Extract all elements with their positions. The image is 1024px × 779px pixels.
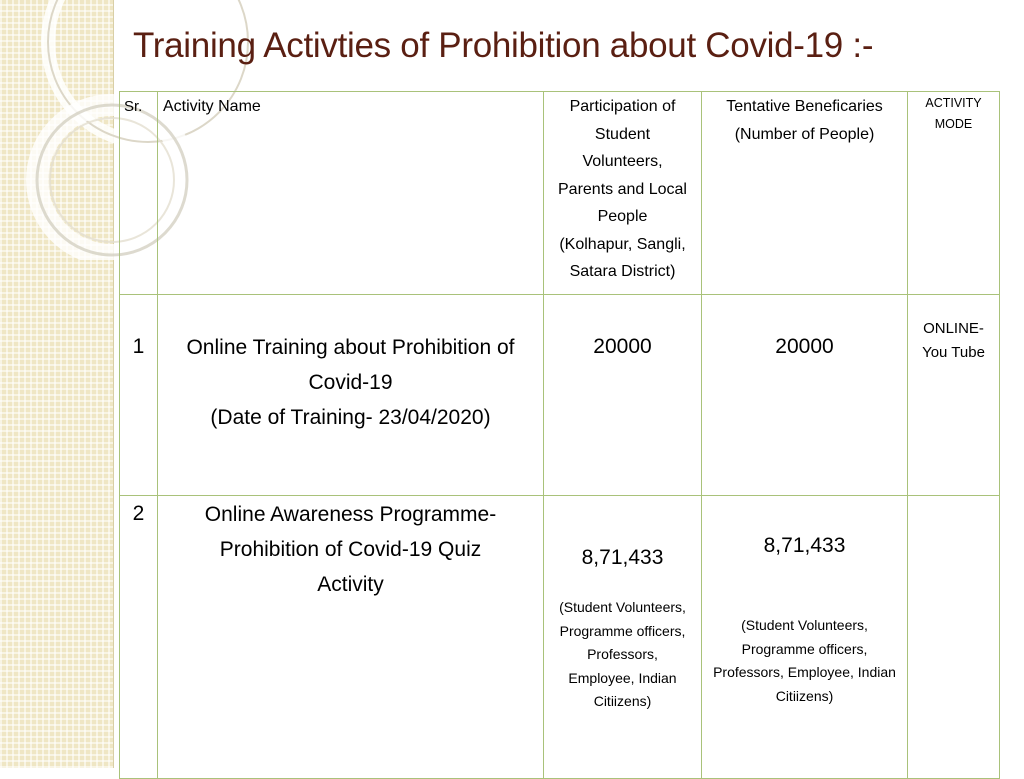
header-participation-line: People	[597, 208, 648, 225]
activity-line: Covid-19	[308, 371, 393, 394]
row-sr: 1	[120, 295, 158, 496]
row-activity-mode	[908, 295, 1000, 496]
row-participation: 20000	[544, 295, 702, 496]
header-participation-line: Satara District)	[569, 263, 676, 280]
header-participation-line: Volunteers,	[582, 153, 663, 170]
header-participation-line: Student	[594, 125, 651, 143]
beneficiaries-note-line: Professors, Employee, Indian	[713, 664, 896, 680]
beneficiaries-note-line: Programme officers,	[741, 640, 868, 657]
row-activity-mode	[908, 496, 1000, 779]
activities-table	[119, 91, 1000, 779]
participation-note-line: Employee, Indian	[568, 669, 677, 686]
participation-note-line: Programme officers,	[559, 622, 686, 639]
header-mode-line: MODE	[934, 117, 973, 131]
row-sr: 2	[120, 496, 158, 779]
row-activity-name	[158, 295, 544, 496]
header-sr: Sr.	[120, 92, 158, 295]
mode-line: ONLINE-	[923, 320, 984, 337]
beneficiaries-note	[702, 614, 907, 708]
activity-line: Online Awareness Programme-	[204, 503, 497, 526]
header-activity-mode	[908, 92, 1000, 295]
row-activity-name	[158, 496, 544, 779]
table-row	[120, 496, 1000, 779]
activity-line: (Date of Training- 23/04/2020)	[210, 406, 491, 429]
page-title: Training Activties of Prohibition about Covid-19 :-	[133, 26, 874, 65]
header-participation-line: Participation of	[569, 98, 676, 115]
activity-line: Prohibition of Covid-19 Quiz	[219, 538, 482, 561]
decorative-sidebar	[0, 0, 114, 768]
header-beneficiaries-line: (Number of People)	[734, 125, 875, 143]
mode-line: You Tube	[922, 344, 985, 361]
header-participation-line: (Kolhapur, Sangli,	[559, 235, 686, 253]
activity-line: Online Training about Prohibition of	[186, 336, 515, 359]
beneficiaries-note-line: (Student Volunteers,	[741, 617, 868, 633]
row-beneficiaries	[702, 496, 908, 779]
beneficiaries-count: 8,71,433	[763, 534, 846, 557]
header-activity-name: Activity Name	[158, 92, 544, 295]
activity-line: Activity	[317, 573, 384, 596]
header-beneficiaries-line: Tentative Beneficaries	[726, 98, 883, 115]
participation-note-line: (Student Volunteers,	[559, 599, 686, 615]
participation-note	[544, 596, 701, 714]
participation-count: 8,71,433	[581, 546, 664, 569]
table-header-row	[120, 92, 1000, 295]
header-participation	[544, 92, 702, 295]
header-mode-line: ACTIVITY	[925, 96, 982, 110]
header-participation-line: Parents and Local	[558, 180, 687, 198]
row-beneficiaries: 20000	[702, 295, 908, 496]
table-row	[120, 295, 1000, 496]
participation-note-line: Professors,	[587, 646, 658, 662]
beneficiaries-note-line: Citiizens)	[775, 687, 834, 704]
row-participation	[544, 496, 702, 779]
participation-note-line: Citiizens)	[593, 693, 652, 709]
header-beneficiaries	[702, 92, 908, 295]
